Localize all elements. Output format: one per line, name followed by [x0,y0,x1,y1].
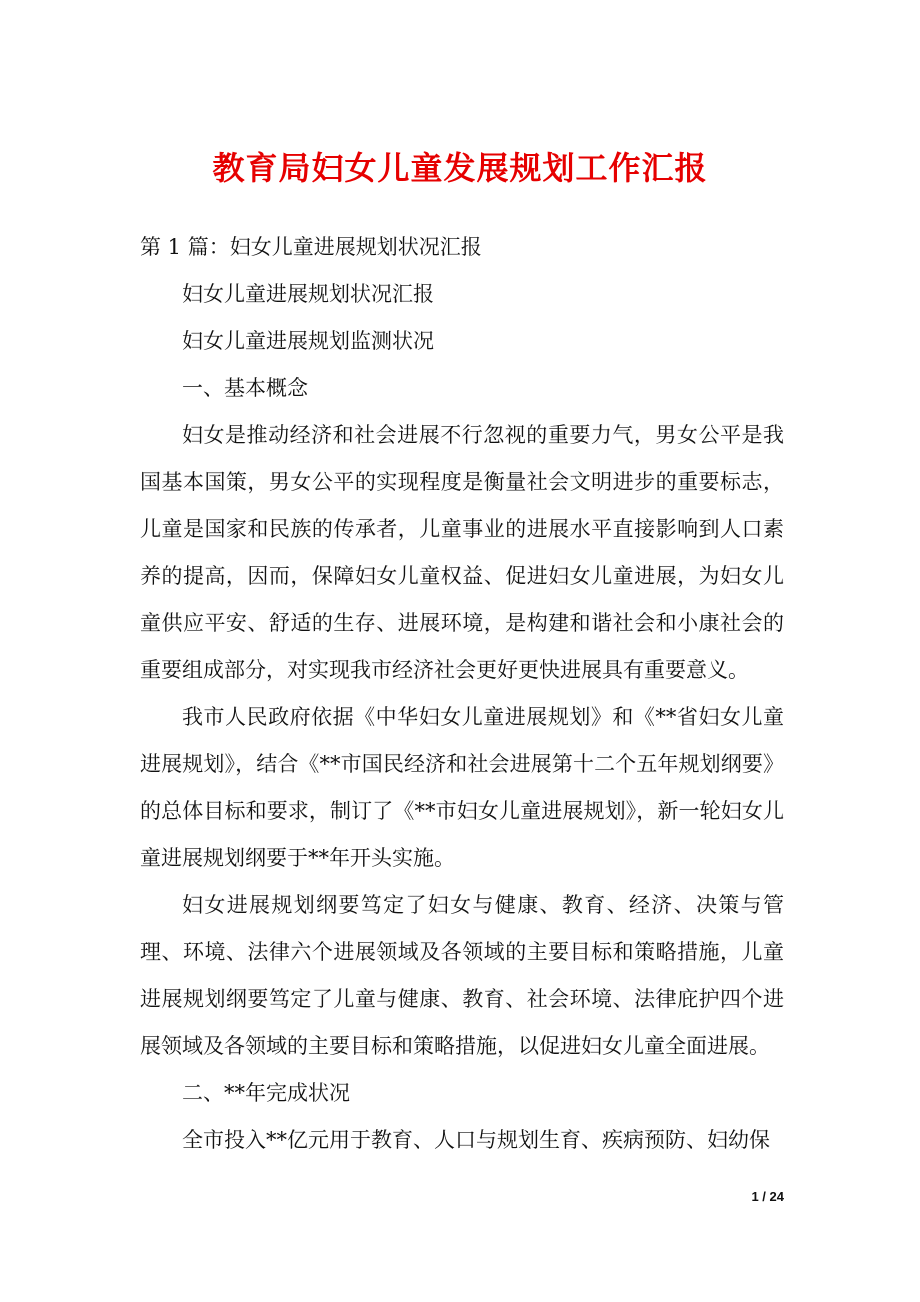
section-heading-completion-status: 二、**年完成状况 [182,1081,350,1105]
section-heading-basic-concepts: 一、基本概念 [182,376,308,400]
page-number: 1 / 24 [751,1189,784,1204]
document-title: 教育局妇女儿童发展规划工作汇报 [212,149,708,187]
chapter-heading: 第 1 篇：妇女儿童进展规划状况汇报 [140,235,482,259]
report-subtitle: 妇女儿童进展规划状况汇报 [182,282,434,306]
document-body [140,224,784,1164]
paragraph-investment: 全市投入**亿元用于教育、人口与规划生育、疾病预防、妇幼保 [182,1128,770,1152]
paragraph-plan-outline: 妇女进展规划纲要笃定了妇女与健康、教育、经济、决策与管理、环境、法律六个进展领域及各领域的主要目标和策略措施，儿童进展规划纲要笃定了儿童与健康、教育、社会环境、法律庇护四个进展领域及各领域的主要目标和策略措施，以促进妇女儿童全面进展。 [140,893,784,1058]
monitoring-subtitle: 妇女儿童进展规划监测状况 [182,329,434,353]
paragraph-government-plan: 我市人民政府依据《中华妇女儿童进展规划》和《**省妇女儿童进展规划》，结合《**市国民经济和社会进展第十二个五年规划纲要》的总体目标和要求，制订了《**市妇女儿童进展规划》，新一轮妇女儿童进展规划纲要于**年开头实施。 [140,705,784,870]
paragraph-women-importance: 妇女是推动经济和社会进展不行忽视的重要力气，男女公平是我国基本国策，男女公平的实现程度是衡量社会文明进步的重要标志，儿童是国家和民族的传承者，儿童事业的进展水平直接影响到人口素养的提高，因而，保障妇女儿童权益、促进妇女儿童进展，为妇女儿童供应平安、舒适的生存、进展环境，是构建和谐社会和小康社会的重要组成部分，对实现我市经济社会更好更快进展具有重要意义。 [140,423,784,682]
